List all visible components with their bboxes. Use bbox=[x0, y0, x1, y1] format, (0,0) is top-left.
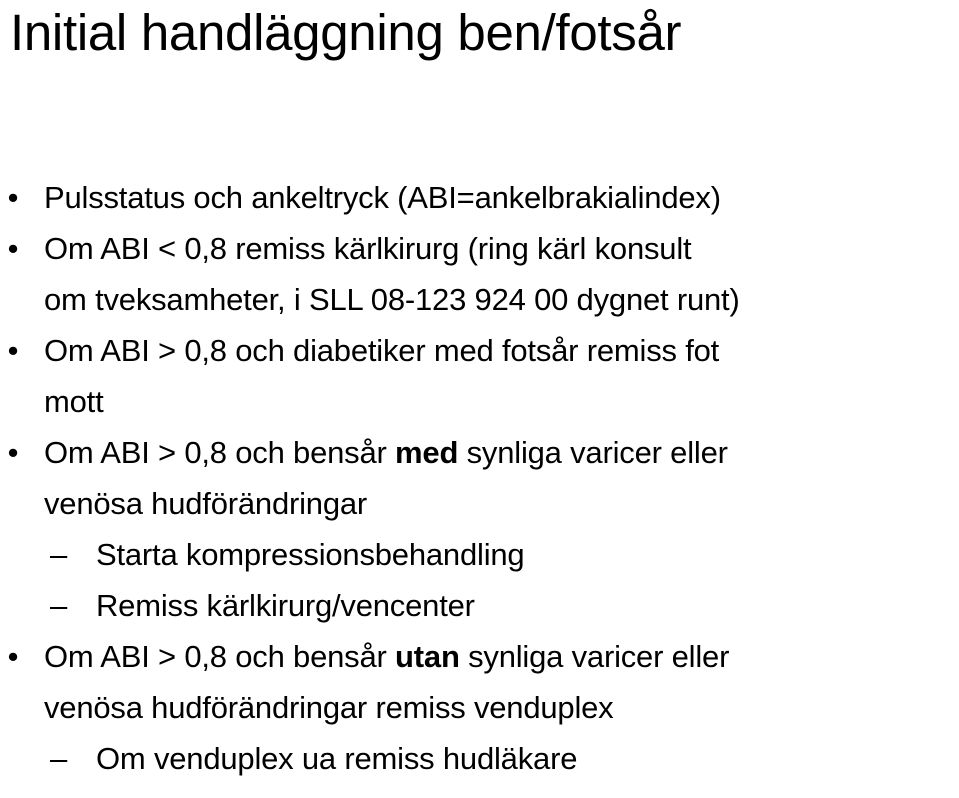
bullet-text-line1: Om ABI < 0,8 remiss kärlkirurg (ring kärl konsult bbox=[44, 231, 692, 266]
bullet-icon: • bbox=[7, 435, 19, 470]
bullet-icon: • bbox=[7, 180, 19, 215]
dash-icon: – bbox=[50, 588, 68, 623]
bold-word-med: med bbox=[395, 435, 459, 470]
bullet-text-line2: mott bbox=[44, 384, 104, 419]
dash-icon: – bbox=[50, 741, 68, 776]
bullet-list bbox=[0, 172, 959, 784]
bullet-item-pulse-status bbox=[0, 172, 959, 223]
bullet-item-abi-below bbox=[0, 223, 959, 325]
sub-item-referral-vascular bbox=[0, 580, 959, 631]
slide-title: Initial handläggning ben/fotsår bbox=[10, 4, 682, 61]
text-segment: Om ABI > 0,8 och bensår bbox=[44, 639, 396, 674]
bullet-text-line2: venösa hudförändringar bbox=[44, 486, 368, 521]
bullet-icon: • bbox=[7, 639, 19, 674]
sub-item-text: Remiss kärlkirurg/vencenter bbox=[96, 588, 475, 623]
bullet-item-abi-without-varices bbox=[0, 631, 959, 733]
bullet-text-line2: om tveksamheter, i SLL 08-123 924 00 dygnet runt) bbox=[44, 282, 740, 317]
bullet-text-line1 bbox=[44, 427, 959, 478]
text-segment: Om ABI > 0,8 och bensår bbox=[44, 435, 396, 470]
sub-item-dermatologist bbox=[0, 733, 959, 784]
bullet-text-line1: Om ABI > 0,8 och diabetiker med fotsår remiss fot bbox=[44, 333, 720, 368]
bullet-icon: • bbox=[7, 333, 19, 368]
bullet-icon: • bbox=[7, 231, 19, 266]
text-segment: synliga varicer eller bbox=[459, 639, 730, 674]
bold-word-utan: utan bbox=[395, 639, 460, 674]
bullet-item-abi-with-varices bbox=[0, 427, 959, 529]
bullet-text-line1 bbox=[44, 631, 959, 682]
bullet-text: Pulsstatus och ankeltryck (ABI=ankelbrakialindex) bbox=[44, 180, 721, 215]
bullet-item-abi-diabetic bbox=[0, 325, 959, 427]
sub-item-text: Starta kompressionsbehandling bbox=[96, 537, 525, 572]
dash-icon: – bbox=[50, 537, 68, 572]
text-segment: synliga varicer eller bbox=[458, 435, 728, 470]
sub-item-compression bbox=[0, 529, 959, 580]
sub-item-text: Om venduplex ua remiss hudläkare bbox=[96, 741, 578, 776]
bullet-text-line2: venösa hudförändringar remiss venduplex bbox=[44, 690, 614, 725]
